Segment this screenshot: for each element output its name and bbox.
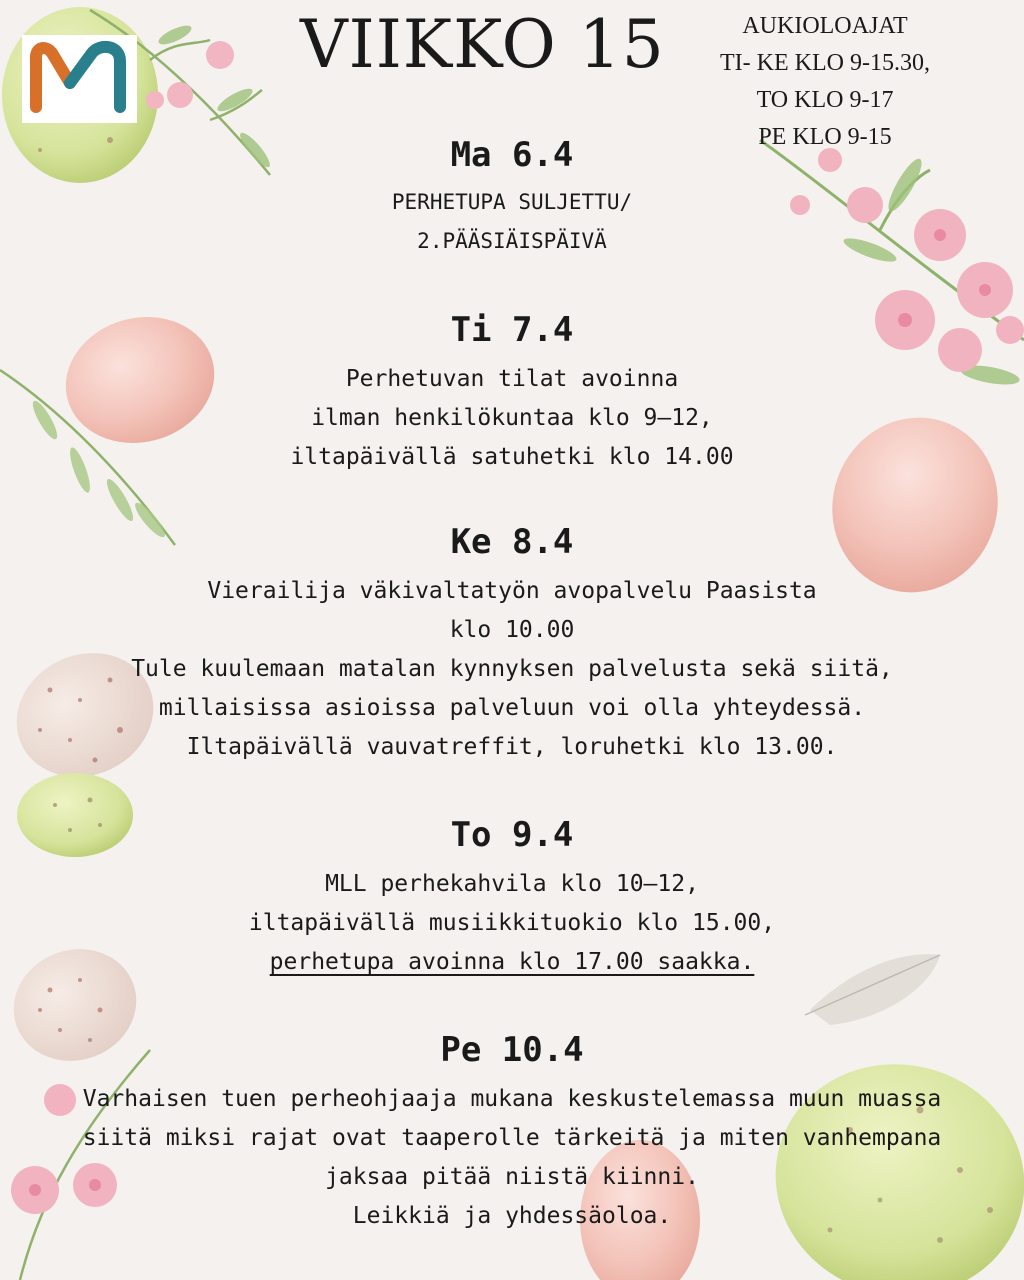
day-line: ilman henkilökuntaa klo 9–12, <box>311 405 713 431</box>
day-thursday <box>0 815 1024 982</box>
day-line: siitä miksi rajat ovat taaperolle tärkeitä ja miten vanhempana <box>82 1125 942 1151</box>
m-logo-icon <box>22 35 137 123</box>
day-line: Leikkiä ja yhdessäoloa. <box>352 1203 672 1229</box>
opening-hours-title: AUKIOLOAJAT <box>742 13 908 39</box>
day-heading: To 9.4 <box>450 815 574 855</box>
day-line: millaisissa asioissa palveluun voi olla yhteydessä. <box>158 695 866 721</box>
opening-hours <box>690 8 960 156</box>
day-line: jaksaa pitää niistä kiinni. <box>325 1164 699 1190</box>
day-heading: Ti 7.4 <box>450 310 574 350</box>
day-heading: Ma 6.4 <box>450 135 574 175</box>
day-line: Varhaisen tuen perheohjaaja mukana keskustelemassa muun muassa <box>82 1086 942 1112</box>
day-line: iltapäivällä musiikkituokio klo 15.00, <box>248 910 776 936</box>
opening-hours-line: TI- KE KLO 9-15.30, <box>720 50 930 76</box>
organization-logo <box>22 35 137 123</box>
day-line: PERHETUPA SULJETTU/ <box>391 190 633 214</box>
day-line: klo 10.00 <box>449 617 575 643</box>
day-line-underlined: perhetupa avoinna klo 17.00 saakka. <box>269 949 755 975</box>
day-line: 2.PÄÄSIÄISPÄIVÄ <box>417 229 607 253</box>
day-line: iltapäivällä satuhetki klo 14.00 <box>290 444 734 470</box>
opening-hours-line: PE KLO 9-15 <box>758 124 892 150</box>
opening-hours-line: TO KLO 9-17 <box>756 87 894 113</box>
day-tuesday <box>0 310 1024 477</box>
week-title: VIIKKO 15 <box>300 6 665 83</box>
day-heading: Pe 10.4 <box>440 1030 584 1070</box>
day-friday <box>0 1030 1024 1236</box>
day-line: Perhetuvan tilat avoinna <box>345 366 679 392</box>
day-heading: Ke 8.4 <box>450 522 574 562</box>
day-line: Iltapäivällä vauvatreffit, loruhetki klo 13.00. <box>186 734 838 760</box>
day-line: Tule kuulemaan matalan kynnyksen palvelusta sekä siitä, <box>131 656 893 682</box>
day-wednesday <box>0 522 1024 767</box>
day-monday <box>0 135 1024 261</box>
day-line: MLL perhekahvila klo 10–12, <box>325 871 699 897</box>
day-line: Vierailija väkivaltatyön avopalvelu Paasista <box>207 578 817 604</box>
